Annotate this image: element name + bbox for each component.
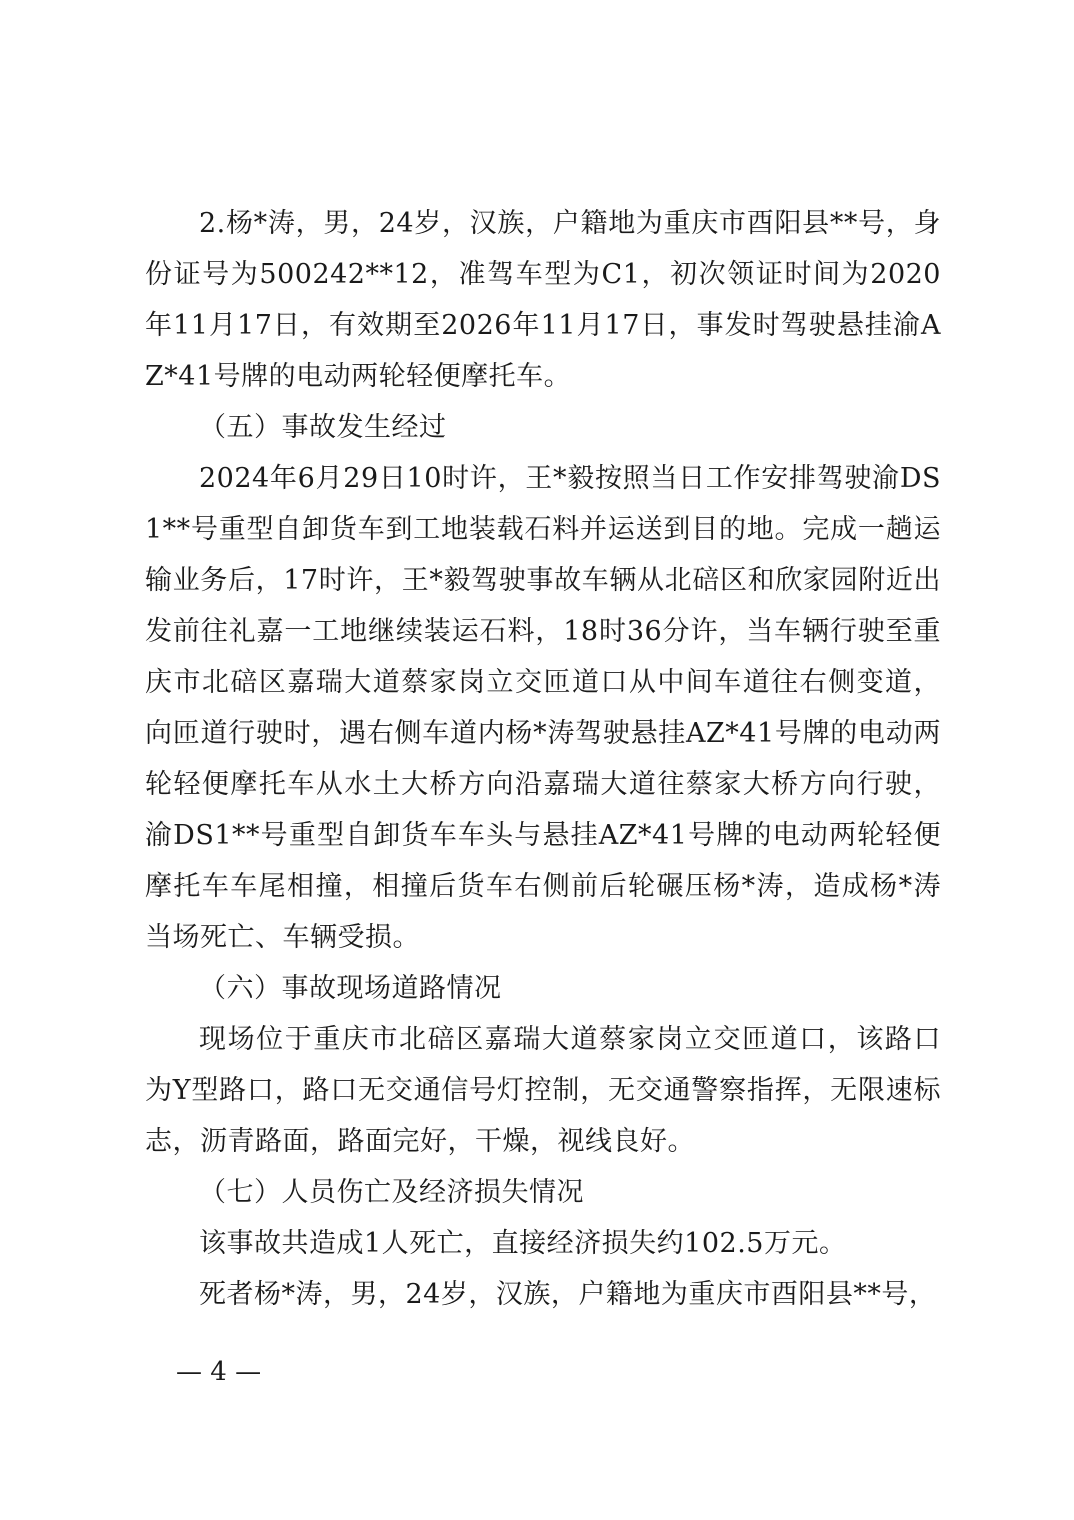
document-body (145, 198, 941, 1320)
paragraph-person-info: 2.杨*涛，男，24岁，汉族，户籍地为重庆市酉阳县**号，身份证号为500242**12，准驾车型为C1，初次领证时间为2020年11月17日，有效期至2026年11月17日，事发时驾驶悬挂渝AZ*41号牌的电动两轮轻便摩托车。 (145, 208, 941, 392)
paragraph-deceased-info: 死者杨*涛，男，24岁，汉族，户籍地为重庆市酉阳县**号， (199, 1279, 937, 1310)
section-heading-accident-process: （五）事故发生经过 (199, 412, 447, 443)
paragraph-road-conditions: 现场位于重庆市北碚区嘉瑞大道蔡家岗立交匝道口，该路口为Y型路口，路口无交通信号灯控制，无交通警察指挥，无限速标志，沥青路面，路面完好，干燥，视线良好。 (145, 1024, 941, 1157)
section-heading-road-conditions: （六）事故现场道路情况 (199, 973, 502, 1004)
page-number: — 4 — (176, 1357, 262, 1387)
paragraph-accident-process: 2024年6月29日10时许，王*毅按照当日工作安排驾驶渝DS1**号重型自卸货车到工地装载石料并运送到目的地。完成一趟运输业务后，17时许，王*毅驾驶事故车辆从北碚区和欣家园附近出发前往礼嘉一工地继续装运石料，18时36分许，当车辆行驶至重庆市北碚区嘉瑞大道蔡家岗立交匝道口从中间车道往右侧变道，向匝道行驶时，遇右侧车道内杨*涛驾驶悬挂AZ*41号牌的电动两轮轻便摩托车从水土大桥方向沿嘉瑞大道往蔡家大桥方向行驶，渝DS1**号重型自卸货车车头与悬挂AZ*41号牌的电动两轮轻便摩托车车尾相撞，相撞后货车右侧前后轮碾压杨*涛，造成杨*涛当场死亡、车辆受损。 (145, 463, 941, 953)
paragraph-casualties-summary: 该事故共造成1人死亡，直接经济损失约102.5万元。 (199, 1228, 847, 1259)
section-heading-casualties-losses: （七）人员伤亡及经济损失情况 (199, 1177, 584, 1208)
